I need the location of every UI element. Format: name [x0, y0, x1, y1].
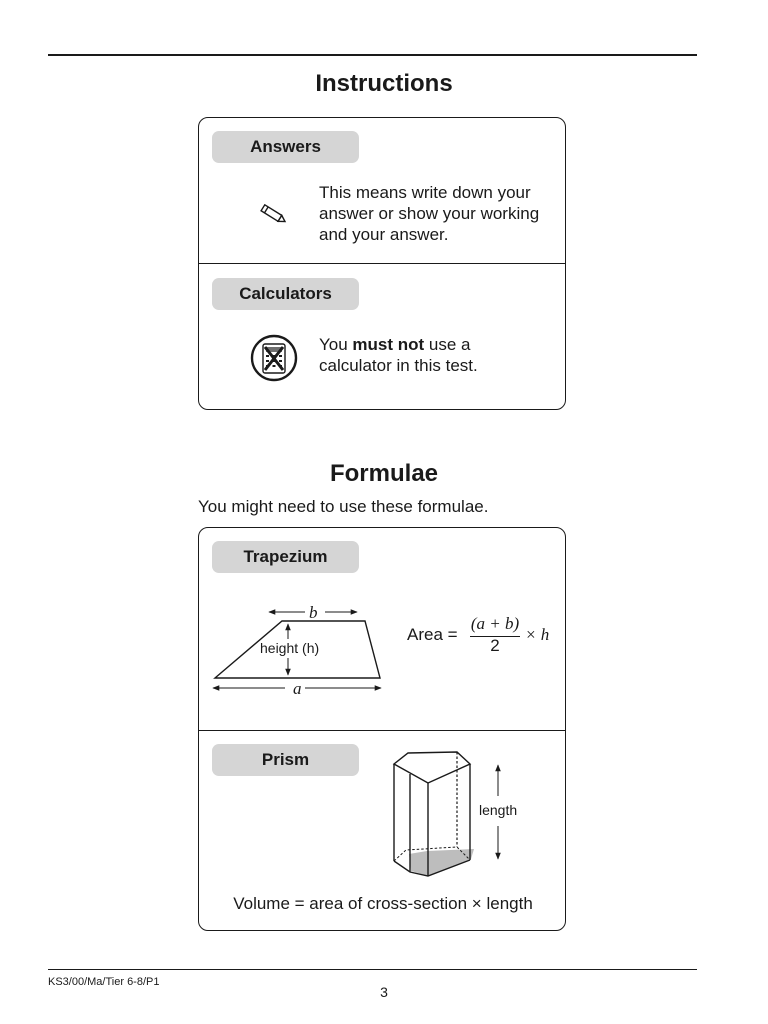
pencil-icon — [255, 202, 289, 226]
footer-code: KS3/00/Ma/Tier 6-8/P1 — [48, 976, 160, 988]
formulae-box — [198, 527, 566, 931]
calculators-text-bold: must not — [352, 335, 425, 354]
trapezium-label: Trapezium — [212, 541, 359, 573]
calculators-text-after: use a calculator in this test. — [319, 335, 478, 375]
no-calculator-icon — [249, 334, 299, 382]
top-rule — [48, 54, 697, 56]
trapezium-formula-denominator: 2 — [490, 636, 500, 655]
trapezium-formula-numerator: (a + b) — [470, 614, 520, 633]
calculators-label: Calculators — [212, 278, 359, 310]
trapezium-bottom-label: a — [293, 679, 302, 698]
formulae-divider — [199, 730, 565, 731]
trapezium-formula-tail: × h — [525, 625, 550, 644]
trapezium-height-label: height (h) — [260, 640, 320, 656]
prism-length-label: length — [479, 802, 518, 818]
formulae-heading: Formulae — [329, 460, 439, 487]
calculators-description — [319, 334, 529, 376]
instructions-heading: Instructions — [315, 70, 453, 97]
prism-volume-formula: Volume = area of cross-section × length — [233, 894, 533, 913]
formulae-intro: You might need to use these formulae. — [198, 497, 489, 516]
instructions-box — [198, 117, 566, 410]
calculators-text-before: You — [319, 335, 353, 354]
bottom-rule — [48, 969, 697, 970]
trapezium-top-label: b — [309, 603, 318, 622]
instructions-divider — [199, 263, 565, 264]
prism-label: Prism — [212, 744, 359, 776]
trapezium-formula-lhs: Area = — [407, 625, 458, 644]
answers-label: Answers — [212, 131, 359, 163]
page-number: 3 — [380, 984, 388, 1000]
answers-description: This means write down your answer or show your working and your answer. — [319, 183, 540, 244]
prism-diagram — [391, 748, 481, 878]
